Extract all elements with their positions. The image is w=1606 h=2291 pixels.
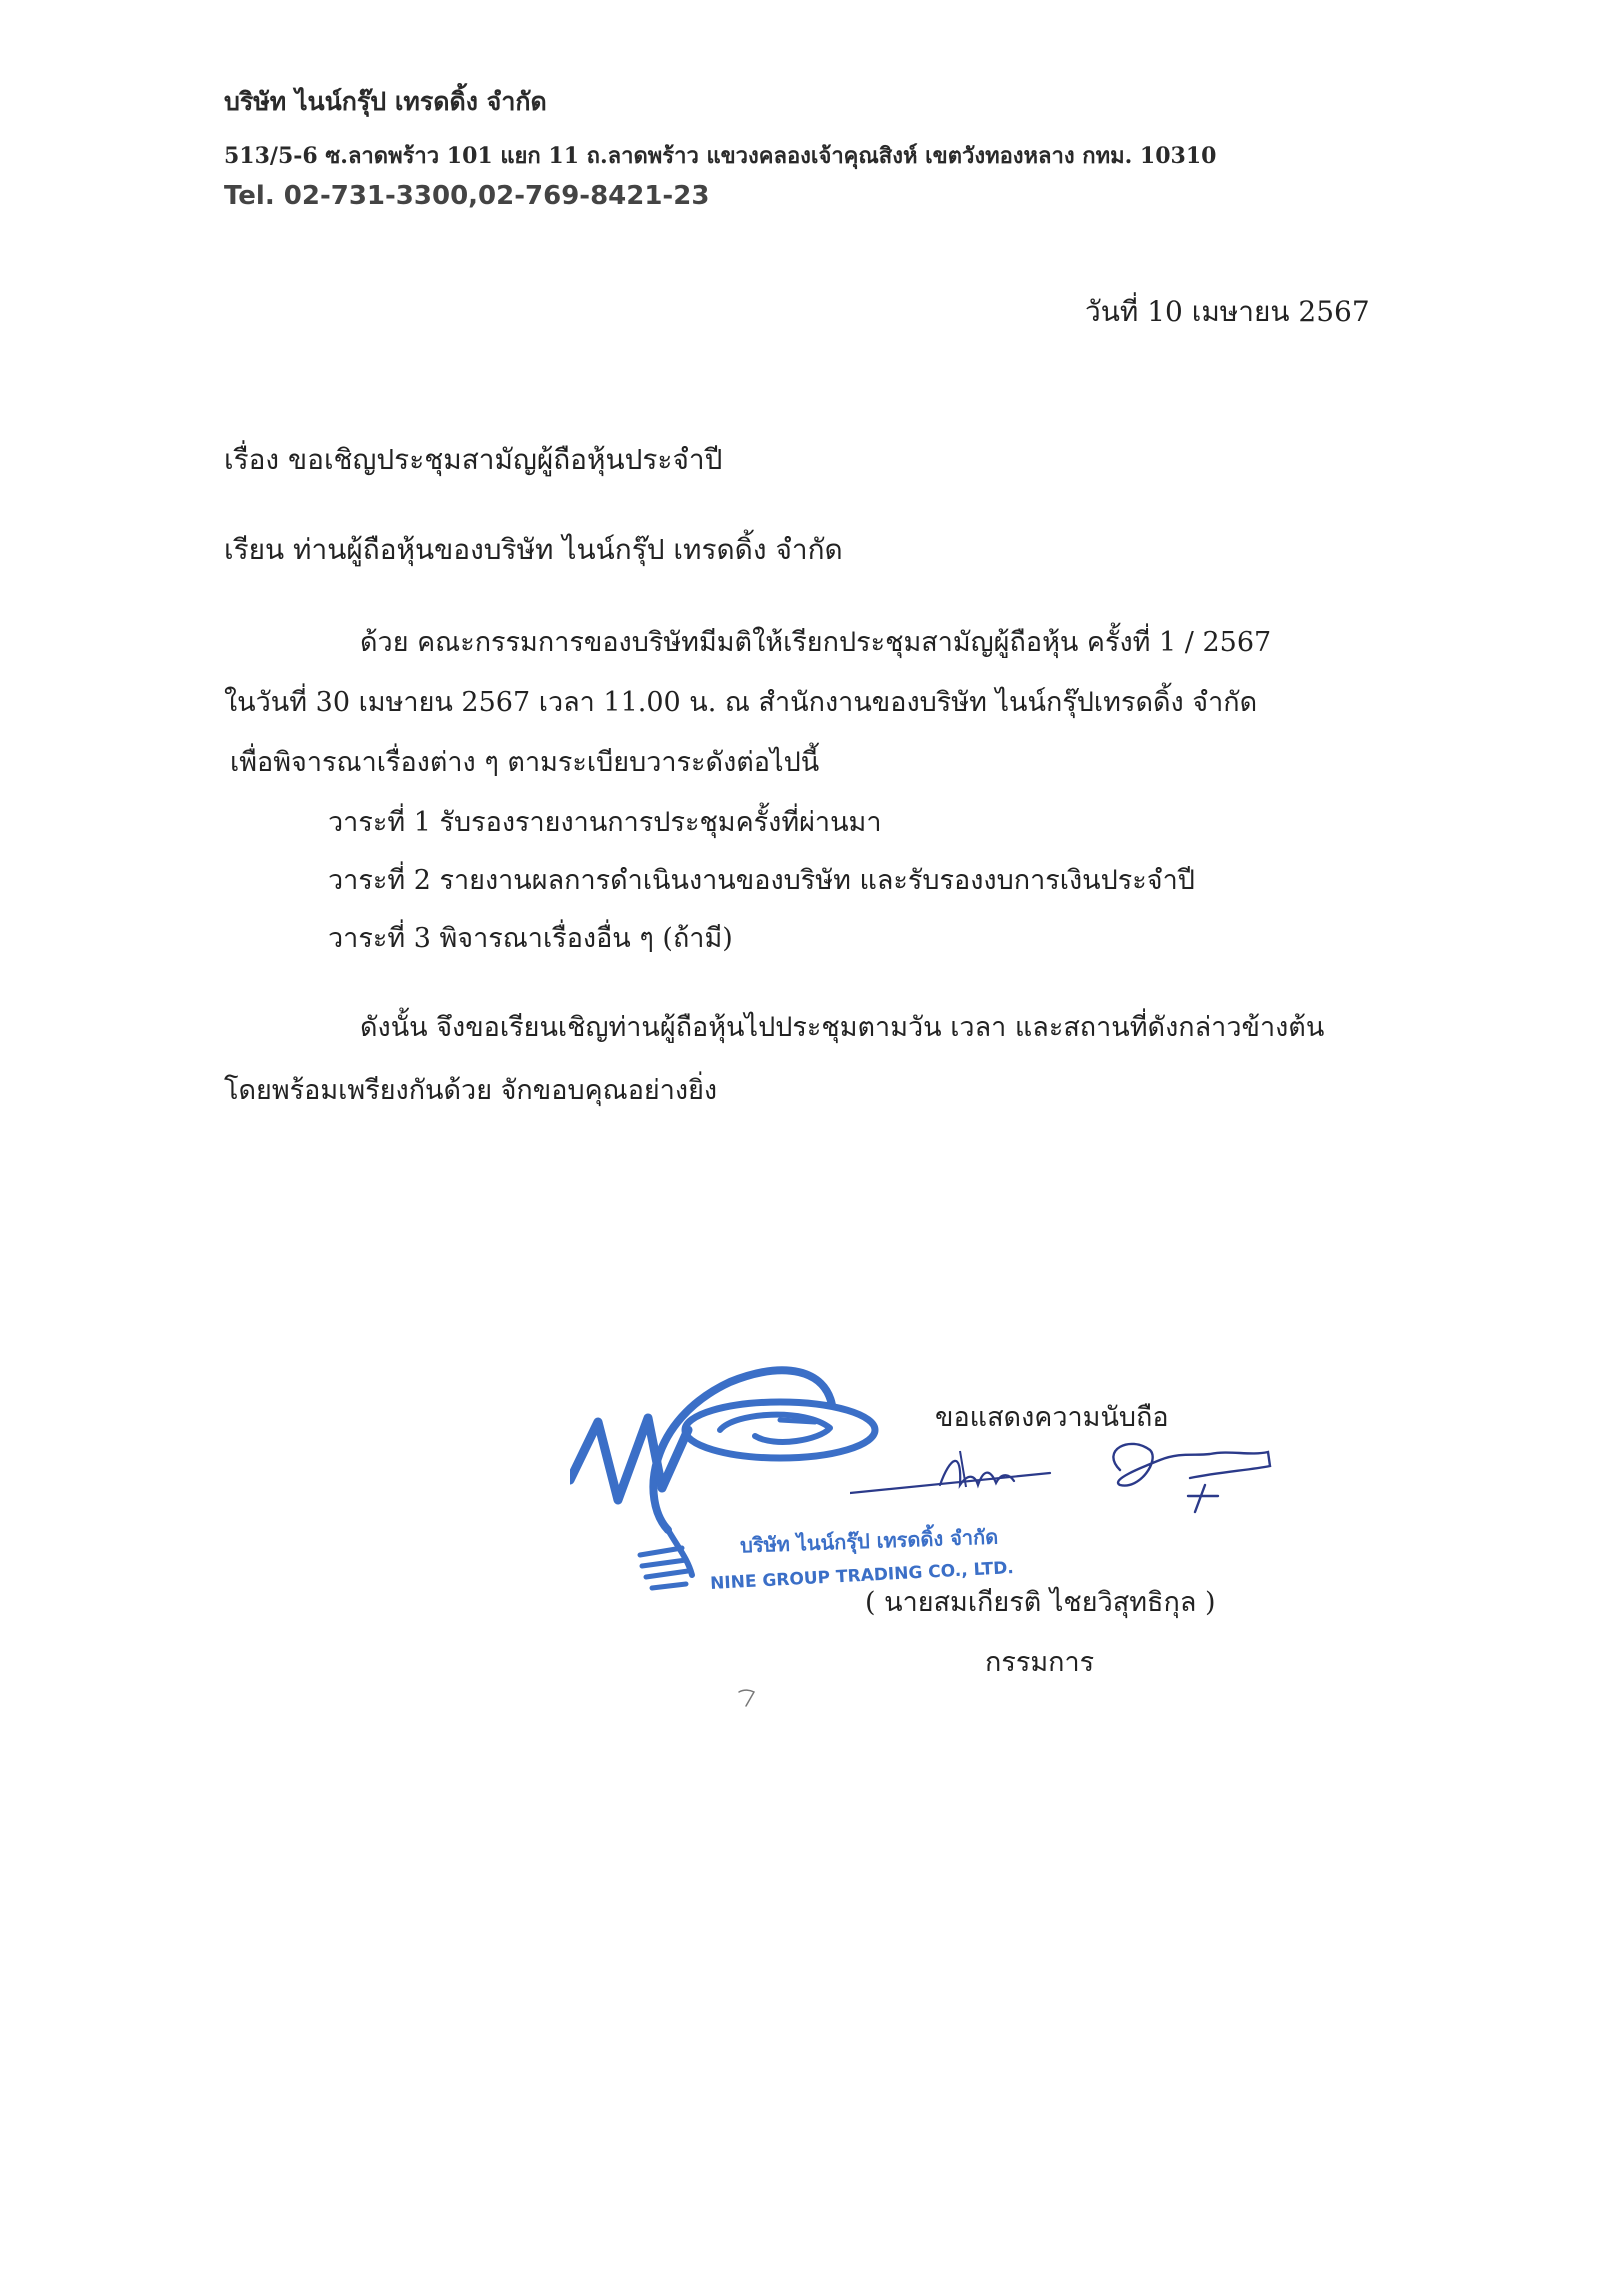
letter-recipient: เรียน ท่านผู้ถือหุ้นของบริษัท ไนน์กรุ๊ป เทรดดิ้ง จำกัด	[224, 533, 843, 566]
signature-2	[1100, 1430, 1300, 1520]
signer-name: ( นายสมเกียรติ ไชยวิสุทธิกุล )	[865, 1587, 1216, 1618]
pen-mark-icon	[736, 1686, 760, 1710]
company-telephone: Tel. 02-731-3300,02-769-8421-23	[224, 181, 710, 211]
agenda-item: วาระที่ 3 พิจารณาเรื่องอื่น ๆ (ถ้ามี)	[328, 923, 733, 954]
signature-1	[850, 1445, 1060, 1515]
body-line-1: ด้วย คณะกรรมการของบริษัทมีมติให้เรียกประชุมสามัญผู้ถือหุ้น ครั้งที่ 1 / 2567	[360, 627, 1272, 658]
closing-line-2: โดยพร้อมเพรียงกันด้วย จักขอบคุณอย่างยิ่ง	[224, 1075, 718, 1106]
body-line-2: ในวันที่ 30 เมษายน 2567 เวลา 11.00 น. ณ สำนักงานของบริษัท ไนน์กรุ๊ปเทรดดิ้ง จำกัด	[224, 687, 1258, 718]
company-name: บริษัท ไนน์กรุ๊ป เทรดดิ้ง จำกัด	[224, 87, 547, 116]
stamp-company-thai: บริษัท ไนน์กรุ๊ป เทรดดิ้ง จำกัด	[739, 1524, 999, 1558]
agenda-item: วาระที่ 2 รายงานผลการดำเนินงานของบริษัท และรับรองงบการเงินประจำปี	[328, 865, 1195, 896]
stamp-company-english: NINE GROUP TRADING CO., LTD.	[709, 1558, 1015, 1594]
body-line-3: เพื่อพิจารณาเรื่องต่าง ๆ ตามระเบียบวาระดังต่อไปนี้	[230, 747, 820, 778]
letter-subject: เรื่อง ขอเชิญประชุมสามัญผู้ถือหุ้นประจำปี	[224, 443, 723, 476]
regards-text: ขอแสดงความนับถือ	[935, 1402, 1169, 1433]
agenda-item: วาระที่ 1 รับรองรายงานการประชุมครั้งที่ผ่านมา	[328, 807, 882, 838]
company-address: 513/5-6 ซ.ลาดพร้าว 101 แยก 11 ถ.ลาดพร้าว แขวงคลองเจ้าคุณสิงห์ เขตวังทองหลาง กทม. 10310	[224, 143, 1217, 169]
closing-line-1: ดังนั้น จึงขอเรียนเชิญท่านผู้ถือหุ้นไปประชุมตามวัน เวลา และสถานที่ดังกล่าวข้างต้น	[360, 1012, 1325, 1043]
letter-date: วันที่ 10 เมษายน 2567	[1085, 295, 1370, 328]
signer-position: กรรมการ	[985, 1647, 1095, 1678]
